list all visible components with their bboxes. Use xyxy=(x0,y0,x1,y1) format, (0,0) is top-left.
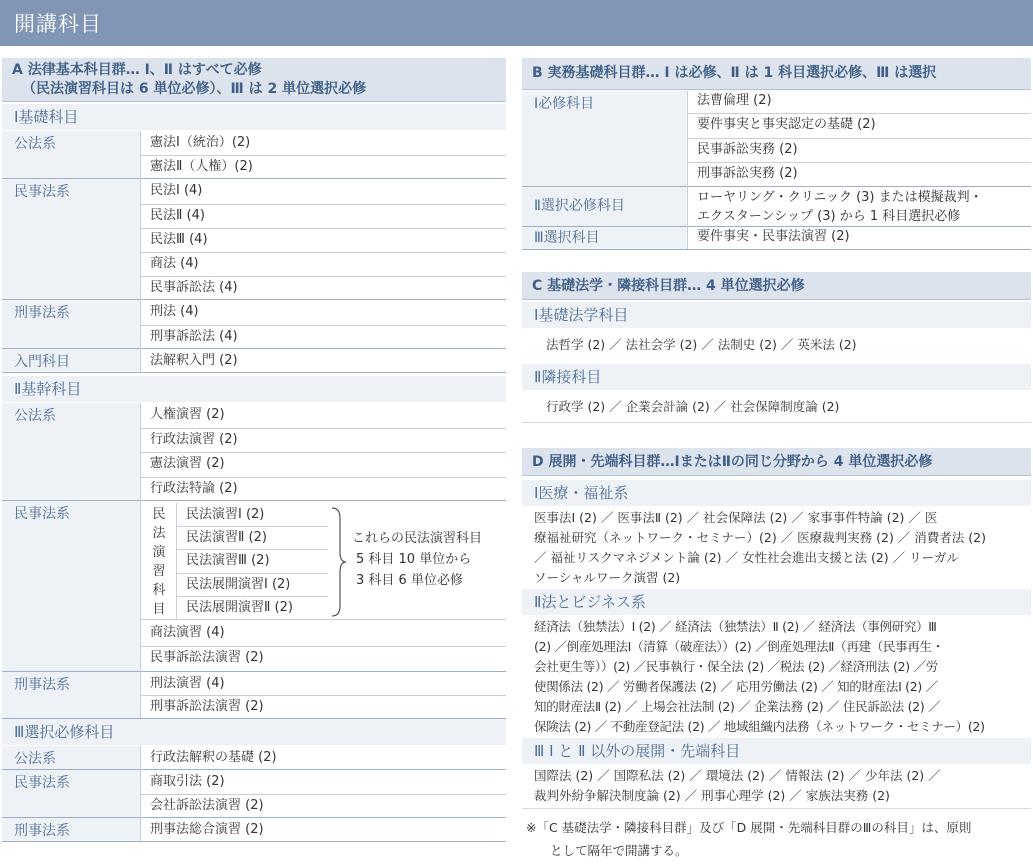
row-rule xyxy=(140,204,506,205)
text-line: ／ 福祉リスクマネジメント論 (2) ／ 女性社会進出支援と法 (2) ／ リーガル xyxy=(534,550,959,565)
a2-civil-vertical-label: 民法演習科目 xyxy=(152,507,166,617)
course-item: 民法Ⅲ (4) xyxy=(150,231,208,247)
d1-title: Ⅰ医療・福祉系 xyxy=(522,480,1031,506)
section-a-heading-line1: A 法律基本科目群… Ⅰ、Ⅱ はすべて必修 xyxy=(12,62,262,78)
row-rule xyxy=(140,646,506,647)
row-rule xyxy=(176,573,328,574)
section-b-heading: B 実務基礎科目群… Ⅰ は必修、Ⅱ は 1 科目選択必修、Ⅲ は選択 xyxy=(522,58,1031,90)
course-item: 民法展開演習Ⅱ (2) xyxy=(186,599,293,615)
column-rule xyxy=(176,503,177,619)
c-bottom-rule xyxy=(522,422,1031,423)
a2-civil-note xyxy=(352,528,482,591)
c2-text: 行政学 (2) ／ 企業会計論 (2) ／ 社会保障制度論 (2) xyxy=(546,399,840,414)
course-item: 民法演習Ⅱ (2) xyxy=(186,530,267,546)
course-item: 民事訴訟実務 (2) xyxy=(697,141,798,157)
row-rule xyxy=(140,325,506,326)
column-rule xyxy=(140,131,141,373)
course-item: 憲法演習 (2) xyxy=(150,456,225,471)
c1-text: 法哲学 (2) ／ 法社会学 (2) ／ 法制史 (2) ／ 英米法 (2) xyxy=(546,337,857,352)
course-item: 憲法Ⅱ（人権）(2) xyxy=(150,159,253,175)
a2-criminal-label: 刑事法系 xyxy=(2,672,140,718)
a1-title: Ⅰ基礎科目 xyxy=(2,104,506,130)
a2-civil-note-line3: 3 科目 6 単位必修 xyxy=(356,573,463,588)
text-line: (2) ／倒産処理法Ⅰ（清算（破産法））(2) ／倒産処理法Ⅱ（再建（民事再生・ xyxy=(534,639,944,654)
course-item: 民法展開演習Ⅰ (2) xyxy=(186,576,291,592)
d3-title: Ⅲ Ⅰ と Ⅱ 以外の展開・先端科目 xyxy=(522,738,1031,764)
category-label: 刑事法系 xyxy=(2,300,140,347)
category-label: 公法系 xyxy=(2,131,140,178)
page-title: 開講科目 xyxy=(14,12,102,36)
a2-title: Ⅱ基幹科目 xyxy=(2,376,506,402)
group-rule xyxy=(522,249,1031,250)
text-line: 療福祉研究（ネットワーク・セミナー）(2) ／ 医療裁判実務 (2) ／ 消費者法 (2) xyxy=(534,530,986,545)
text-line: 国際法 (2) ／ 国際私法 (2) ／ 環境法 (2) ／ 情報法 (2) ／ 少年法 (2) ／ xyxy=(534,768,941,783)
course-item: 商法演習 (4) xyxy=(150,625,225,640)
course-item: 会社訴訟法演習 (2) xyxy=(150,798,264,813)
row-rule xyxy=(687,113,1031,114)
row-rule xyxy=(176,596,328,597)
d3-text xyxy=(522,766,1031,806)
course-item: 刑法 (4) xyxy=(150,304,199,320)
course-item: 刑事法総合演習 (2) xyxy=(150,822,264,837)
course-item: 刑事訴訟実務 (2) xyxy=(697,165,798,181)
a2-civil-label: 民事法系 xyxy=(2,501,140,671)
row-rule xyxy=(140,228,506,229)
d1-text xyxy=(522,508,1031,588)
row-rule xyxy=(687,138,1031,139)
footnote-line1: ※「C 基礎法学・隣接科目群」及び「D 展開・先端科目群のⅢの科目」は、原則 xyxy=(526,820,972,835)
row-rule xyxy=(140,428,506,429)
text-line: 保険法 (2) ／ 不動産登記法 (2) ／ 地域組織内法務（ネットワーク・セミナー）(2) xyxy=(534,719,985,734)
category-label: 入門科目 xyxy=(2,349,140,372)
c2-title: Ⅱ隣接科目 xyxy=(522,364,1031,390)
column-rule xyxy=(140,403,141,718)
group-rule xyxy=(2,372,506,373)
course-item: 要件事実と事実認定の基礎 (2) xyxy=(697,117,876,133)
course-item: 民法Ⅱ (4) xyxy=(150,207,205,223)
a2-civil-note-line2: 5 科目 10 単位から xyxy=(356,552,472,567)
b2-label: Ⅱ選択必修科目 xyxy=(522,187,687,226)
course-item: 刑事訴訟法 (4) xyxy=(150,328,238,344)
b1-label: Ⅰ必修科目 xyxy=(522,91,687,186)
a3-title: Ⅲ選択必修科目 xyxy=(2,719,506,745)
row-rule xyxy=(140,477,506,478)
d2-text xyxy=(522,617,1031,737)
course-item: 憲法Ⅰ（統治）(2) xyxy=(150,135,251,150)
d-bottom-rule xyxy=(522,808,1031,809)
category-label: 刑事法系 xyxy=(2,818,140,841)
footnote xyxy=(526,816,971,862)
course-item: 刑法演習 (4) xyxy=(150,676,225,691)
b2-text-line1: ローヤリング・クリニック (3) または模擬裁判・ xyxy=(697,190,983,205)
section-a-heading xyxy=(2,58,506,102)
text-line: 知的財産法Ⅱ (2) ／ 上場会社法制 (2) ／ 企業法務 (2) ／ 住民訴訟法 (2) ／ xyxy=(534,699,941,714)
course-item: 民事訴訟法演習 (2) xyxy=(150,650,264,665)
text-line: 医事法Ⅰ (2) ／ 医事法Ⅱ (2) ／ 社会保障法 (2) ／ 家事事件特論 (2) ／ 医 xyxy=(534,510,938,525)
row-rule xyxy=(687,162,1031,163)
course-item: 行政法解釈の基礎 (2) xyxy=(150,750,277,765)
text-line: 経済法（独禁法）Ⅰ (2) ／ 経済法（独禁法）Ⅱ (2) ／ 経済法（事例研究）Ⅲ xyxy=(534,619,937,634)
section-a-heading-line2: （民法演習科目は 6 単位必修）、Ⅲ は 2 単位選択必修 xyxy=(22,81,367,97)
course-item: 法解釈入門 (2) xyxy=(150,352,238,368)
course-item: 商取引法 (2) xyxy=(150,774,225,789)
d2-title: Ⅱ法とビジネス系 xyxy=(522,589,1031,615)
text-line: 使関係法 (2) ／ 労働者保護法 (2) ／ 応用労働法 (2) ／ 知的財産法Ⅰ (2) ／ xyxy=(534,679,938,694)
text-line: 裁判外紛争解決制度論 (2) ／ 刑事心理学 (2) ／ 家族法実務 (2) xyxy=(534,788,890,803)
page-header xyxy=(0,0,1033,46)
text-line: ソーシャルワーク演習 (2) xyxy=(534,570,681,585)
category-label: 民事法系 xyxy=(2,179,140,299)
course-item: 行政法演習 (2) xyxy=(150,431,238,447)
section-d-heading: D 展開・先端科目群…ⅠまたはⅡの同じ分野から 4 単位選択必修 xyxy=(522,448,1031,476)
category-label: 民事法系 xyxy=(2,770,140,817)
b2-text-line2: エクスターンシップ (3) から 1 科目選択必修 xyxy=(697,209,961,224)
row-rule xyxy=(176,549,328,550)
row-rule xyxy=(176,526,328,527)
row-rule xyxy=(140,619,506,620)
course-item: 法曹倫理 (2) xyxy=(697,93,772,108)
row-rule xyxy=(140,155,506,156)
b2-text xyxy=(697,187,983,226)
a2-civil-note-line1: これらの民法演習科目 xyxy=(352,531,483,546)
course-item: 民法Ⅰ (4) xyxy=(150,183,203,199)
row-rule xyxy=(140,452,506,453)
course-item: 民法演習Ⅲ (2) xyxy=(186,553,270,569)
a2-public-label: 公法系 xyxy=(2,403,140,500)
group-rule xyxy=(2,841,506,842)
row-rule xyxy=(140,252,506,253)
row-rule xyxy=(140,794,506,795)
footnote-line2: として隔年で開講する。 xyxy=(550,843,688,858)
course-item: 民事訴訟法 (4) xyxy=(150,280,238,296)
course-item: 商法 (4) xyxy=(150,256,199,271)
section-c-heading: C 基礎法学・隣接科目群… 4 単位選択必修 xyxy=(522,272,1031,300)
b3-item: 要件事実・民事法演習 (2) xyxy=(697,229,850,244)
row-rule xyxy=(140,276,506,277)
text-line: 会社更生等））(2) ／民事執行・保全法 (2) ／税法 (2) ／経済刑法 (2) ／労 xyxy=(534,659,938,674)
brace-icon xyxy=(330,506,348,618)
course-item: 民法演習Ⅰ (2) xyxy=(186,507,265,522)
course-item: 刑事訴訟法演習 (2) xyxy=(150,699,264,714)
course-item: 行政法特論 (2) xyxy=(150,480,238,496)
course-item: 人権演習 (2) xyxy=(150,407,225,422)
b3-label: Ⅲ選択科目 xyxy=(522,227,687,249)
row-rule xyxy=(140,695,506,696)
column-rule xyxy=(140,746,141,842)
category-label: 公法系 xyxy=(2,746,140,769)
c1-title: Ⅰ基礎法学科目 xyxy=(522,302,1031,328)
